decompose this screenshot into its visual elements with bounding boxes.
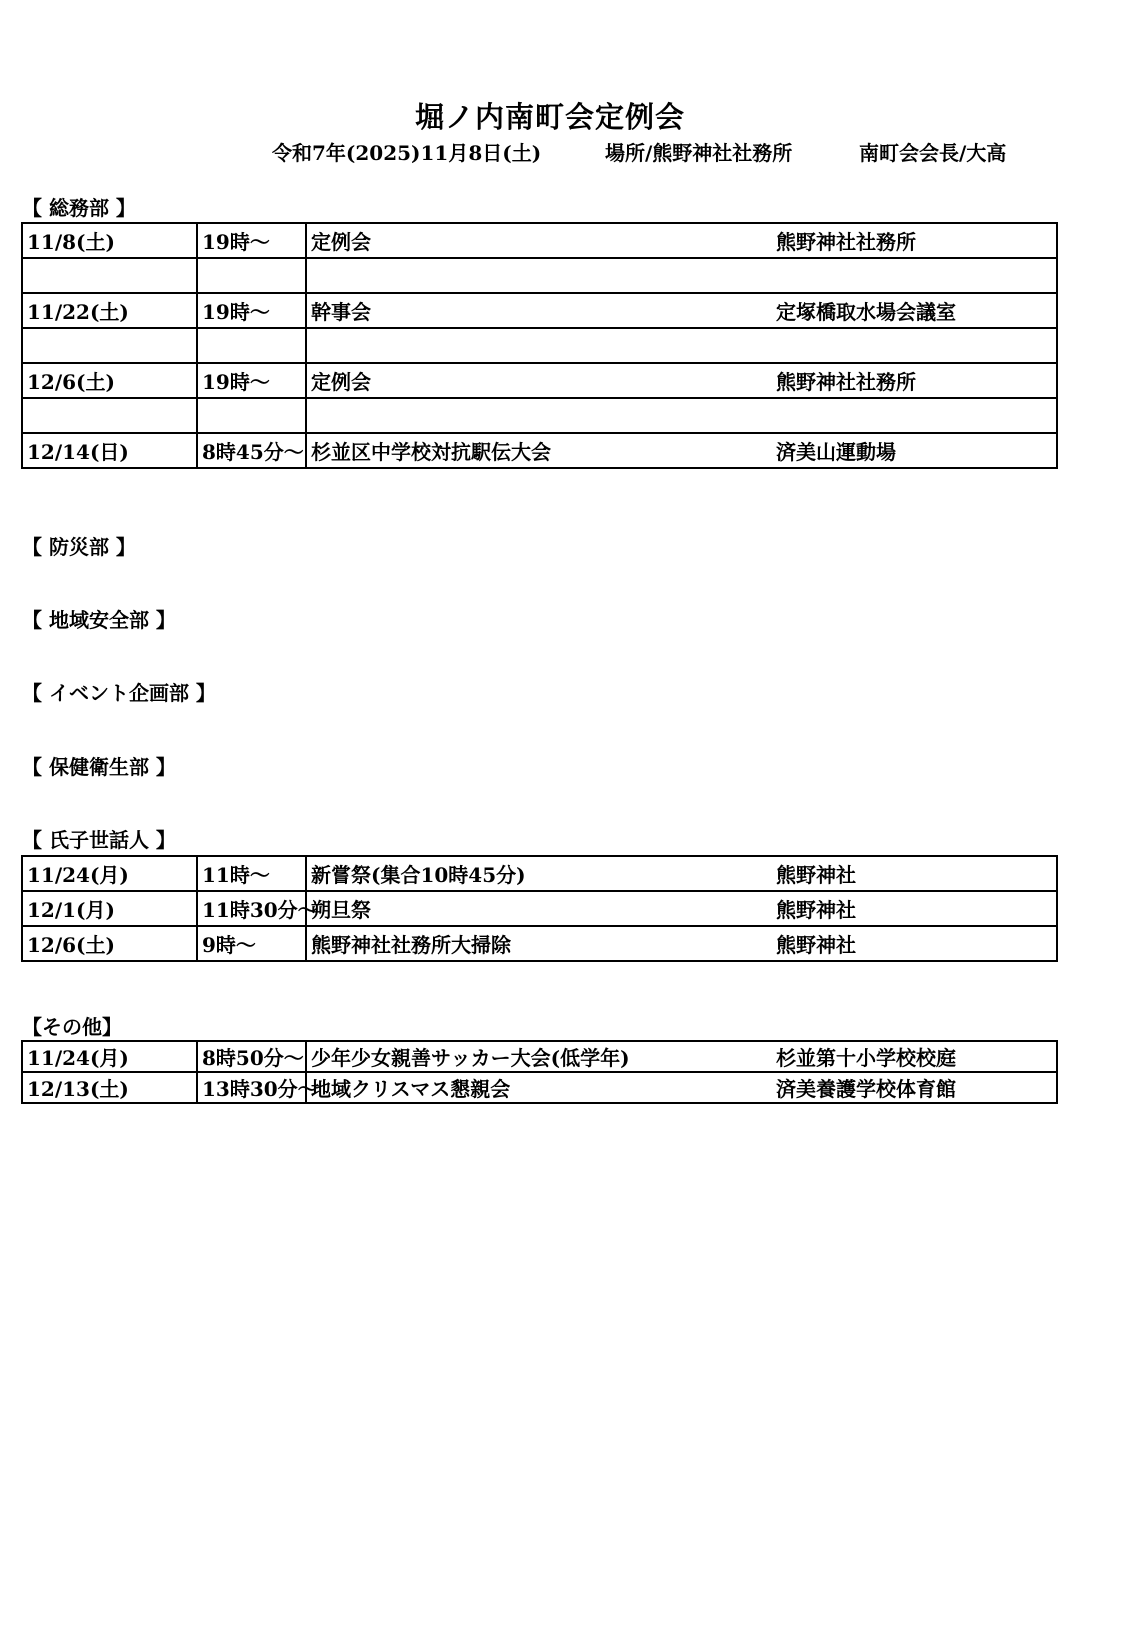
table-row-empty: [22, 398, 1057, 433]
section-heading-safety: 【 地域安全部 】: [22, 608, 176, 632]
section-heading-general-affairs: 【 総務部 】: [22, 196, 136, 220]
section-heading-other: 【その他】: [22, 1015, 122, 1039]
other-table: [21, 1040, 1058, 1104]
row-time: [197, 328, 306, 363]
row-place: 熊野神社社務所: [772, 223, 1057, 258]
row-date: 12/14(日): [22, 433, 197, 468]
page-title: 堀ノ内南町会定例会: [414, 100, 685, 134]
meeting-info: [272, 137, 1006, 166]
row-place: 熊野神社: [772, 926, 1057, 961]
row-place: [772, 398, 1057, 433]
row-place: 杉並第十小学校校庭: [772, 1041, 1057, 1072]
row-place: 定塚橋取水場会議室: [772, 293, 1057, 328]
row-event: [306, 328, 772, 363]
row-time: 9時～: [197, 926, 306, 961]
row-place: 済美養護学校体育館: [772, 1072, 1057, 1103]
table-row-empty: [22, 328, 1057, 363]
row-date: 11/24(月): [22, 856, 197, 891]
row-time: 19時～: [197, 363, 306, 398]
meeting-chair: 南町会会長/大高: [859, 141, 1007, 165]
row-event: 少年少女親善サッカー大会(低学年): [306, 1041, 772, 1072]
row-date: 12/6(土): [22, 926, 197, 961]
table-row: [22, 223, 1057, 258]
section-heading-event-planning: 【 イベント企画部 】: [22, 681, 216, 705]
row-event: [306, 258, 772, 293]
row-event: 幹事会: [306, 293, 772, 328]
row-time: 13時30分～: [197, 1072, 306, 1103]
row-event: 新嘗祭(集合10時45分): [306, 856, 772, 891]
table-row-empty: [22, 258, 1057, 293]
row-date: 12/13(土): [22, 1072, 197, 1103]
general-affairs-table: [21, 222, 1058, 469]
table-row: [22, 433, 1057, 468]
meeting-place: 場所/熊野神社社務所: [605, 141, 793, 165]
row-place: [772, 328, 1057, 363]
row-time: [197, 398, 306, 433]
row-date: [22, 258, 197, 293]
table-row: [22, 363, 1057, 398]
row-place: 熊野神社: [772, 891, 1057, 926]
row-date: 12/6(土): [22, 363, 197, 398]
row-time: 8時50分～: [197, 1041, 306, 1072]
section-heading-disaster: 【 防災部 】: [22, 535, 136, 559]
row-time: 19時～: [197, 223, 306, 258]
section-heading-health: 【 保健衛生部 】: [22, 755, 176, 779]
row-date: [22, 328, 197, 363]
row-time: 8時45分～: [197, 433, 306, 468]
row-event: 定例会: [306, 363, 772, 398]
row-place: 済美山運動場: [772, 433, 1057, 468]
row-time: 19時～: [197, 293, 306, 328]
row-date: 11/24(月): [22, 1041, 197, 1072]
meeting-date: 令和7年(2025)11月8日(土): [272, 141, 542, 165]
row-date: 11/22(土): [22, 293, 197, 328]
row-date: [22, 398, 197, 433]
row-place: 熊野神社: [772, 856, 1057, 891]
row-time: [197, 258, 306, 293]
shrine-caretakers-table: [21, 855, 1058, 962]
row-date: 11/8(土): [22, 223, 197, 258]
row-event: 杉並区中学校対抗駅伝大会: [306, 433, 772, 468]
table-row: [22, 1072, 1057, 1103]
table-row: [22, 293, 1057, 328]
row-event: [306, 398, 772, 433]
row-event: 朔旦祭: [306, 891, 772, 926]
row-event: 熊野神社社務所大掃除: [306, 926, 772, 961]
table-row: [22, 856, 1057, 891]
table-row: [22, 926, 1057, 961]
row-date: 12/1(月): [22, 891, 197, 926]
row-event: 定例会: [306, 223, 772, 258]
section-heading-shrine-caretakers: 【 氏子世話人 】: [22, 828, 176, 852]
row-place: 熊野神社社務所: [772, 363, 1057, 398]
row-time: 11時30分～: [197, 891, 306, 926]
table-row: [22, 1041, 1057, 1072]
table-row: [22, 891, 1057, 926]
row-event: 地域クリスマス懇親会: [306, 1072, 772, 1103]
row-place: [772, 258, 1057, 293]
row-time: 11時～: [197, 856, 306, 891]
